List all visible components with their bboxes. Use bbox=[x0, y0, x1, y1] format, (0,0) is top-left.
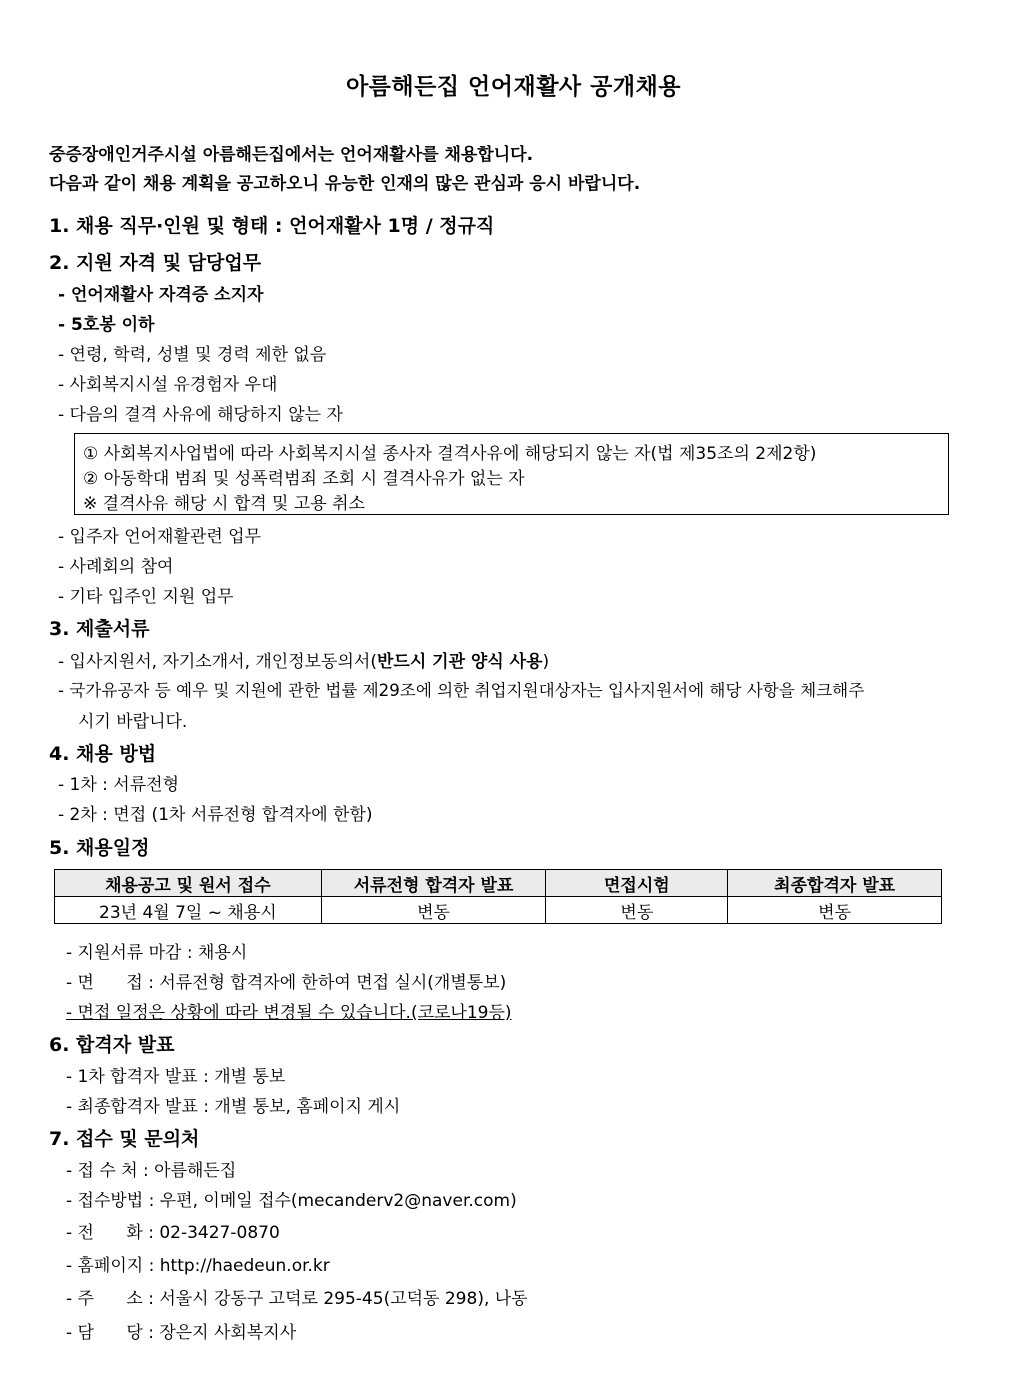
s7-item-address: - 주 소 : 서울시 강동구 고덕로 295-45(고덕동 298), 나동 bbox=[66, 1289, 528, 1309]
s2-item-license: - 언어재활사 자격증 소지자 bbox=[58, 285, 264, 305]
s5-note-deadline: - 지원서류 마감 : 채용시 bbox=[66, 943, 248, 963]
schedule-cell: 23년 4월 7일 ~ 채용시 bbox=[55, 897, 322, 924]
section-3-heading: 3. 제출서류 bbox=[49, 618, 150, 640]
s2-duty-3: - 기타 입주인 지원 업무 bbox=[58, 587, 234, 607]
s3-item-documents-bold: 반드시 기관 양식 사용 bbox=[376, 652, 543, 672]
s3-item-veterans-line-2: 시기 바랍니다. bbox=[78, 712, 188, 732]
intro-line-2: 다음과 같이 채용 계획을 공고하오니 유능한 인재의 많은 관심과 응시 바랍니다. bbox=[49, 174, 641, 194]
schedule-cell: 변동 bbox=[546, 897, 728, 924]
schedule-cell: 변동 bbox=[321, 897, 546, 924]
box-line-1: ① 사회복지사업법에 따라 사회복지시설 종사자 결격사유에 해당되지 않는 자(법 제35조의 2제2항) bbox=[83, 444, 817, 464]
section-2-heading: 2. 지원 자격 및 담당업무 bbox=[49, 252, 262, 274]
s6-item-final: - 최종합격자 발표 : 개별 통보, 홈페이지 게시 bbox=[66, 1097, 401, 1117]
s2-duty-2: - 사례회의 참여 bbox=[58, 557, 174, 577]
s6-item-first: - 1차 합격자 발표 : 개별 통보 bbox=[66, 1067, 286, 1087]
s3-item-documents-prefix: - 입사지원서, 자기소개서, 개인정보동의서( bbox=[58, 652, 377, 672]
schedule-table bbox=[54, 869, 942, 924]
s2-item-preferred: - 사회복지시설 유경험자 우대 bbox=[58, 375, 278, 395]
intro-line-1: 중증장애인거주시설 아름해든집에서는 언어재활사를 채용합니다. bbox=[49, 145, 534, 165]
box-line-3: ※ 결격사유 해당 시 합격 및 고용 취소 bbox=[83, 494, 365, 514]
s3-item-veterans-line-1: - 국가유공자 등 예우 및 지원에 관한 법률 제29조에 의한 취업지원대상자는 입사지원서에 해당 사항을 체크해주 bbox=[58, 681, 865, 700]
section-6-heading: 6. 합격자 발표 bbox=[49, 1034, 175, 1056]
schedule-cell: 변동 bbox=[728, 897, 942, 924]
s7-item-phone: - 전 화 : 02-3427-0870 bbox=[66, 1223, 280, 1243]
s2-item-grade: - 5호봉 이하 bbox=[58, 315, 155, 335]
disqualification-box bbox=[74, 433, 949, 515]
s2-item-disqualification: - 다음의 결격 사유에 해당하지 않는 자 bbox=[58, 405, 343, 425]
s4-item-round-1: - 1차 : 서류전형 bbox=[58, 775, 179, 795]
s3-item-documents-suffix: ) bbox=[542, 652, 550, 672]
s3-item-documents bbox=[58, 647, 549, 672]
schedule-header-cell: 서류전형 합격자 발표 bbox=[321, 870, 546, 897]
section-4-heading: 4. 채용 방법 bbox=[49, 743, 157, 765]
s4-item-round-2: - 2차 : 면접 (1차 서류전형 합격자에 한함) bbox=[58, 805, 373, 825]
box-line-2: ② 아동학대 범죄 및 성폭력범죄 조회 시 결격사유가 없는 자 bbox=[83, 469, 525, 489]
s7-item-office: - 접 수 처 : 아름해든집 bbox=[66, 1161, 237, 1181]
s2-duty-1: - 입주자 언어재활관련 업무 bbox=[58, 527, 261, 547]
schedule-header-cell: 채용공고 및 원서 접수 bbox=[55, 870, 322, 897]
section-7-heading: 7. 접수 및 문의처 bbox=[49, 1128, 200, 1150]
s2-item-no-limit: - 연령, 학력, 성별 및 경력 제한 없음 bbox=[58, 345, 327, 365]
schedule-data-row bbox=[55, 897, 942, 924]
s5-note-interview: - 면 접 : 서류전형 합격자에 한하여 면접 실시(개별통보) bbox=[66, 973, 507, 993]
schedule-header-cell: 최종합격자 발표 bbox=[728, 870, 942, 897]
schedule-header-cell: 면접시험 bbox=[546, 870, 728, 897]
section-1-heading: 1. 채용 직무·인원 및 형태 : 언어재활사 1명 / 정규직 bbox=[49, 215, 495, 237]
s7-item-contact: - 담 당 : 장은지 사회복지사 bbox=[66, 1323, 297, 1343]
s7-item-method: - 접수방법 : 우편, 이메일 접수(mecanderv2@naver.com) bbox=[66, 1191, 517, 1211]
s7-item-homepage: - 홈페이지 : http://haedeun.or.kr bbox=[66, 1256, 330, 1276]
page-title: 아름해든집 언어재활사 공개채용 bbox=[345, 74, 682, 100]
section-5-heading: 5. 채용일정 bbox=[49, 837, 150, 859]
schedule-header-row bbox=[55, 870, 942, 897]
s5-note-schedule-change: - 면접 일정은 상황에 따라 변경될 수 있습니다.(코로나19등) bbox=[66, 1003, 512, 1023]
